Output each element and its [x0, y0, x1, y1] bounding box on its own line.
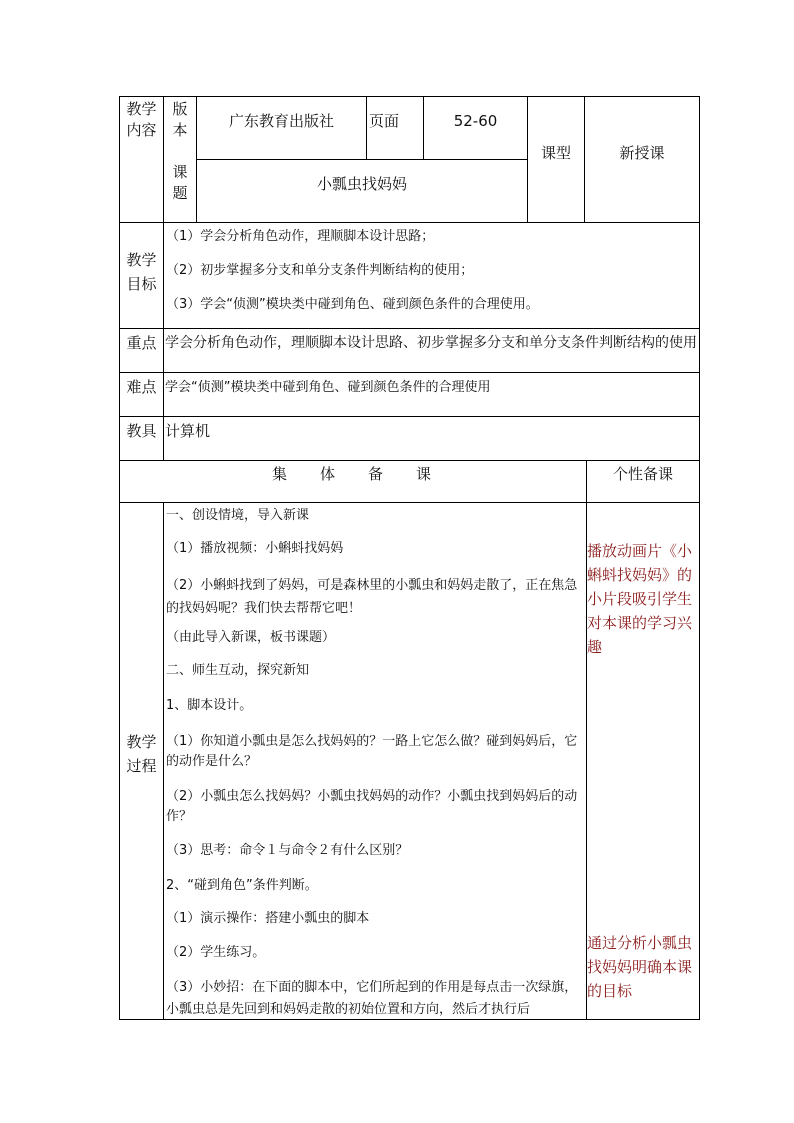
table-line [119, 222, 700, 223]
objective-item: （3）学会“侦测”模块类中碰到角色、碰到颜色条件的合理使用。 [166, 297, 539, 312]
difficulty-label: 难点 [126, 378, 157, 396]
collective-prep-char: 集 [272, 465, 288, 483]
table-line [366, 96, 367, 159]
process-line: （2）小蝌蚪找到了妈妈，可是森林里的小瓢虫和妈妈走散了，正在焦急的找妈妈呢？我们快去帮帮它吧！ [166, 578, 578, 616]
table-border-top [119, 96, 700, 97]
table-border-left [119, 96, 120, 1020]
objective-item: （1）学会分析角色动作，理顺脚本设计思路； [166, 229, 435, 244]
process-label: 教学 过程 [126, 733, 157, 775]
process-line: （1）演示操作：搭建小瓢虫的脚本 [166, 911, 370, 926]
personal-note: 通过分析小瓢虫找妈妈明确本课的目标 [587, 934, 693, 1000]
difficulty-value: 学会“侦测”模块类中碰到角色、碰到颜色条件的合理使用 [165, 380, 491, 395]
process-line: 二、师生互动，探究新知 [166, 663, 310, 678]
table-line [196, 159, 527, 160]
lesson-type-value: 新授课 [619, 144, 665, 162]
objective-item: （2）初步掌握多分支和单分支条件判断结构的使用； [166, 263, 474, 278]
topic-label: 课 题 [172, 163, 188, 202]
lesson-type-label: 课型 [540, 144, 571, 162]
table-line [119, 416, 700, 417]
collective-prep-char: 备 [368, 465, 384, 483]
process-line: （由此导入新课，板书课题） [166, 630, 336, 645]
collective-prep-char: 体 [320, 465, 336, 483]
objectives-label: 教学 目标 [126, 251, 157, 293]
tools-value: 计算机 [165, 422, 211, 440]
key-point-value: 学会分析角色动作，理顺脚本设计思路、初步掌握多分支和单分支条件判断结构的使用 [165, 335, 697, 351]
publisher-value: 广东教育出版社 [228, 112, 334, 130]
process-line: 一、创设情境，导入新课 [166, 508, 310, 523]
page-label: 页面 [369, 112, 400, 130]
collective-prep-char: 课 [416, 465, 432, 483]
table-border-right [699, 96, 700, 1020]
process-line: （1）播放视频：小蝌蚪找妈妈 [166, 541, 344, 556]
process-line: 2、“碰到角色”条件判断。 [166, 878, 318, 893]
content-label: 教学 内容 [126, 100, 157, 139]
personal-prep-heading: 个性备课 [612, 465, 673, 483]
process-line: （3）思考：命令１与命令２有什么区别？ [166, 843, 409, 858]
process-line: （2）学生练习。 [166, 945, 266, 960]
table-line [163, 502, 164, 1019]
process-line: 1、脚本设计。 [166, 698, 253, 713]
page-range-value: 52-60 [453, 112, 498, 130]
edition-label: 版 本 [172, 100, 188, 139]
process-line: （2）小瓢虫怎么找妈妈？小瓢虫找妈妈的动作？小瓢虫找到妈妈后的动作？ [166, 789, 578, 824]
table-line [119, 372, 700, 373]
personal-note: 播放动画片《小蝌蚪找妈妈》的小片段吸引学生对本课的学习兴趣 [587, 542, 693, 656]
table-line [119, 328, 700, 329]
key-point-label: 重点 [126, 334, 157, 352]
table-line [119, 460, 700, 461]
tools-label: 教具 [126, 422, 157, 440]
topic-value: 小瓢虫找妈妈 [316, 175, 407, 193]
process-line: （3）小妙招：在下面的脚本中，它们所起到的作用是每点击一次绿旗，小瓢虫总是先回到和妈妈走散的初始位置和方向，然后才执行后 [166, 980, 578, 1017]
table-line [163, 96, 164, 460]
process-line: （1）你知道小瓢虫是怎么找妈妈的？一路上它怎么做？碰到妈妈后，它的动作是什么？ [166, 734, 578, 769]
table-line [119, 502, 700, 503]
